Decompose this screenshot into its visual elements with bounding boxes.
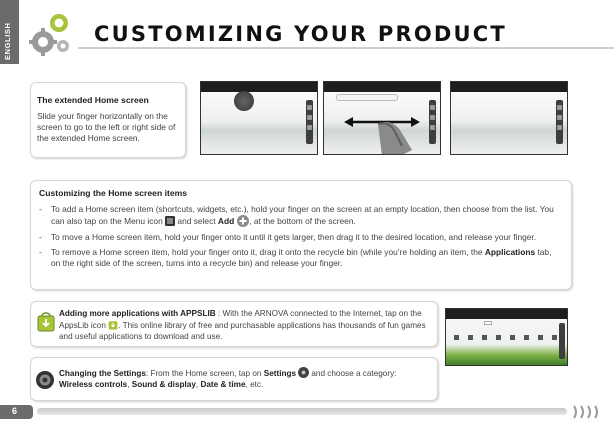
page-number: 6 xyxy=(12,406,18,416)
page-title: CUSTOMIZING YOUR PRODUCT xyxy=(94,22,507,46)
apps-background xyxy=(446,319,567,365)
customizing-items-heading: Customizing the Home screen items xyxy=(39,188,188,198)
search-widget xyxy=(336,94,398,101)
applications-tab xyxy=(429,100,436,144)
gears-icon xyxy=(27,12,73,58)
appslib-bag-icon xyxy=(37,312,55,332)
page-number-tab xyxy=(0,405,33,419)
customizing-items-section xyxy=(30,180,572,290)
settings-gear-icon xyxy=(298,367,309,378)
footer-bar xyxy=(37,408,567,415)
add-icon xyxy=(237,215,249,227)
settings-icon xyxy=(36,371,54,389)
instructions-list xyxy=(39,204,563,269)
applications-screenshot xyxy=(445,308,568,366)
language-tab xyxy=(0,0,19,64)
status-bar xyxy=(451,82,567,92)
status-bar xyxy=(324,82,440,92)
footer-ticks-icon xyxy=(572,404,602,420)
home-screenshot-left xyxy=(200,81,318,155)
wallpaper xyxy=(451,92,567,155)
title-divider xyxy=(78,47,614,49)
settings-section: Changing the Settings: From the Home screen, tap on Settings and choose a category: Wireless controls, Sound & display, Date & time, etc. xyxy=(30,357,438,401)
wallpaper xyxy=(201,92,317,155)
applications-tab xyxy=(306,100,313,144)
extended-home-section xyxy=(30,82,186,158)
menu-icon xyxy=(165,216,175,226)
appslib-icon xyxy=(108,319,118,330)
settings-heading: Changing the Settings xyxy=(59,369,146,378)
applications-tab xyxy=(559,323,565,359)
language-label: ENGLISH xyxy=(3,22,12,60)
finger-icon xyxy=(372,120,416,155)
clock-widget xyxy=(234,91,254,111)
appslib-section: Adding more applications with APPSLIB : With the ARNOVA connected to the Internet, tap on the AppsLib icon . This online library of free and purchasable applications has thousands of fun games and useful applications to download and use. xyxy=(30,301,438,347)
list-item: - To add a Home screen item (shortcuts, widgets, etc.), hold your finger on the screen at an empty location, then choose from the list. You can also tap on the Menu icon and select Add , at the bottom of the screen. xyxy=(39,204,554,227)
applications-tab xyxy=(556,100,563,144)
home-screenshot-middle xyxy=(323,81,441,155)
app-icons-row xyxy=(454,335,562,340)
home-screenshot-right xyxy=(450,81,568,155)
appslib-heading: Adding more applications with APPSLIB xyxy=(59,309,216,318)
extended-home-text: Slide your finger horizontally on the screen to go to the left or right side of the extended Home screen. xyxy=(37,111,176,144)
list-item: - To move a Home screen item, hold your finger onto it until it gets larger, then drag it to the desired location, and release your finger. xyxy=(39,231,537,242)
extended-home-heading: The extended Home screen xyxy=(37,95,149,105)
status-bar xyxy=(201,82,317,92)
search-field xyxy=(484,321,492,325)
list-item: - To remove a Home screen item, hold your finger onto it, drag it onto the recycle bin (while you’re holding an item, the Applications tab, on the right side of the screen, turns into a recycle bin) and release your finger. xyxy=(39,246,552,269)
